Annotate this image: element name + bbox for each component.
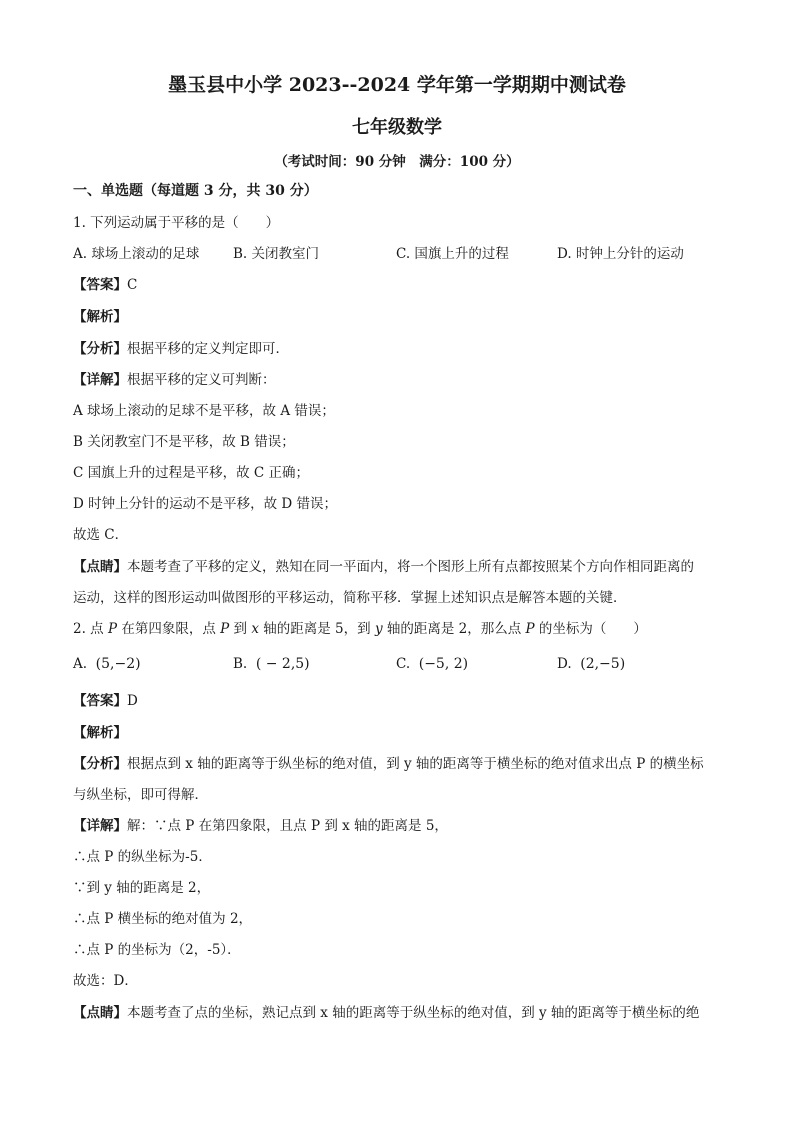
dianjing-text: 本题考查了点的坐标，熟记点到 x 轴的距离等于纵坐标的绝对值，到 y 轴的距离等于横坐标的绝 [127, 1005, 700, 1021]
option-letter: A. [73, 656, 88, 672]
var-p: P [220, 621, 230, 637]
exam-info: （考试时间：90 分钟 满分：100 分） [274, 154, 520, 170]
q2-step: 故选：D． [73, 973, 138, 989]
var-x: x [251, 621, 259, 637]
q1-dianjing-cont: 运动，这样的图形运动叫做图形的平移运动，简称平移．掌握上述知识点是解答本题的关键． [73, 590, 627, 606]
q1-step: D 时钟上分针的运动不是平移，故 D 错误； [73, 496, 338, 512]
dianjing-tag: 【点睛】 [73, 559, 127, 575]
section-heading: 一、单选题（每道题 3 分，共 30 分） [73, 183, 318, 199]
answer-tag: 【答案】 [73, 693, 127, 709]
answer-value: C [127, 277, 138, 293]
exam-subtitle: 七年级数学 [352, 117, 442, 138]
q2-xiangjie [73, 817, 448, 835]
xiangjie-tag: 【详解】 [73, 818, 127, 834]
q1-fenxi [73, 340, 289, 358]
q1-answer [73, 276, 137, 294]
answer-tag: 【答案】 [73, 277, 127, 293]
q2-stem-part: 轴的距离是 5，到 [258, 621, 375, 637]
q2-step: ∴点 P 横坐标的绝对值为 2， [73, 911, 253, 927]
option-value: (5,−2) [95, 656, 141, 672]
exam-title: 墨玉县中小学 2023--2024 学年第一学期期中测试卷 [168, 74, 626, 96]
q2-dianjing [73, 1004, 699, 1022]
option-letter: D. [557, 656, 572, 672]
fenxi-text: 根据平移的定义判定即可． [127, 341, 289, 357]
q2-answer [73, 692, 138, 710]
option-value: (2,−5) [580, 656, 626, 672]
q2-stem-part: 轴的距离是 2，那么点 [382, 621, 526, 637]
var-p: P [107, 621, 118, 637]
q2-option-d [557, 655, 625, 673]
q2-step: ∵到 y 轴的距离是 2， [73, 880, 211, 896]
var-y: y [374, 621, 383, 637]
q1-step: B 关闭教室门不是平移，故 B 错误； [73, 434, 295, 450]
q1-option-a: A. 球场上滚动的足球 [73, 246, 200, 262]
xiangjie-text: 解：∵点 P 在第四象限，且点 P 到 x 轴的距离是 5， [127, 818, 448, 834]
q2-fenxi [73, 755, 704, 773]
q2-step: ∴点 P 的纵坐标为-5． [73, 849, 212, 865]
q1-option-d: D. 时钟上分针的运动 [557, 246, 684, 262]
q2-option-a [73, 655, 141, 673]
option-value: (−5, 2) [418, 656, 469, 672]
q1-xiangjie [73, 371, 276, 389]
var-p: P [525, 621, 535, 637]
xiangjie-tag: 【详解】 [73, 372, 127, 388]
fenxi-tag: 【分析】 [73, 756, 127, 772]
option-value: ( − 2,5) [255, 656, 310, 672]
q1-stem: 1. 下列运动属于平移的是（ ） [73, 215, 280, 231]
q2-fenxi-cont: 与纵坐标，即可得解． [73, 787, 208, 803]
q1-step: 故选 C． [73, 527, 129, 543]
q2-stem [73, 620, 647, 638]
fenxi-tag: 【分析】 [73, 341, 127, 357]
q2-stem-part: 2. 点 [73, 621, 108, 637]
q2-stem-part: 的坐标为（ ） [534, 621, 647, 637]
q2-stem-part: 在第四象限，点 [117, 621, 221, 637]
q1-analysis-tag: 【解析】 [73, 309, 127, 325]
dianjing-text: 本题考查了平移的定义，熟知在同一平面内，将一个图形上所有点都按照某个方向作相同距离的 [127, 559, 694, 575]
q2-stem-part: 到 [229, 621, 252, 637]
q1-option-c: C. 国旗上升的过程 [396, 246, 509, 262]
q2-step: ∴点 P 的坐标为（2，-5）． [73, 942, 241, 958]
q1-dianjing [73, 558, 694, 576]
answer-value: D [127, 693, 138, 709]
q2-analysis-tag: 【解析】 [73, 725, 127, 741]
fenxi-text: 根据点到 x 轴的距离等于纵坐标的绝对值，到 y 轴的距离等于横坐标的绝对值求出点 P 的横坐标 [127, 756, 704, 772]
xiangjie-text: 根据平移的定义可判断： [127, 372, 276, 388]
q1-step: C 国旗上升的过程是平移，故 C 正确； [73, 465, 310, 481]
q2-option-c [396, 655, 468, 673]
q2-option-b [233, 655, 310, 673]
option-letter: B. [233, 656, 248, 672]
q1-step: A 球场上滚动的足球不是平移，故 A 错误； [73, 403, 335, 419]
dianjing-tag: 【点睛】 [73, 1005, 127, 1021]
option-letter: C. [396, 656, 411, 672]
q1-option-b: B. 关闭教室门 [233, 246, 320, 262]
